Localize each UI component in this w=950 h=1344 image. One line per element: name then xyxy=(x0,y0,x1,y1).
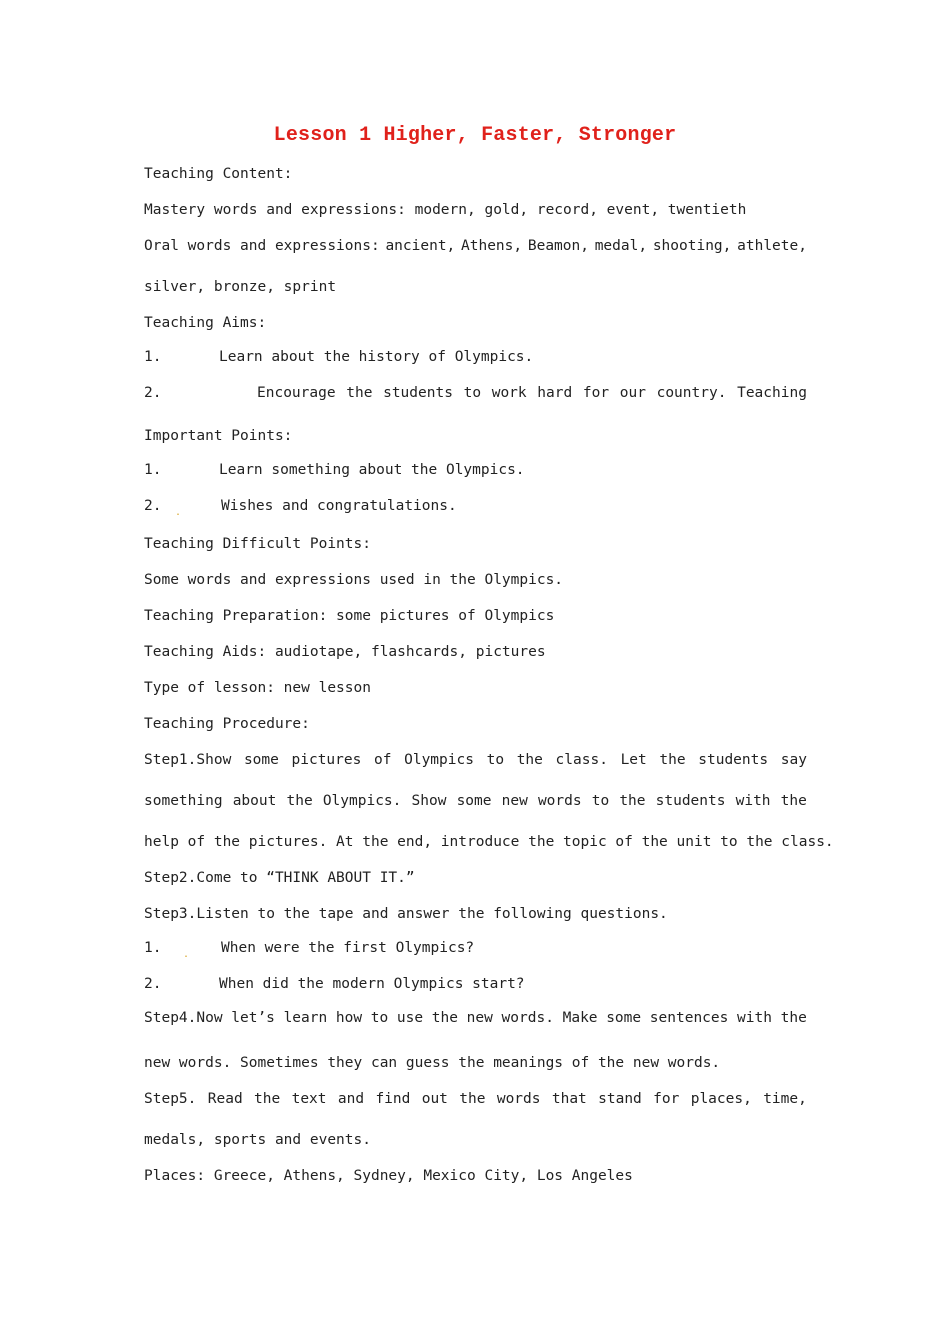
point-number: 1. xyxy=(144,462,162,478)
word: with xyxy=(735,793,771,809)
annotation-dot: . xyxy=(175,507,182,518)
word: the xyxy=(780,793,807,809)
word: the xyxy=(459,1091,486,1107)
word: Olympics. xyxy=(322,793,402,809)
word: the xyxy=(346,385,373,401)
word: students xyxy=(698,752,769,768)
word: Teaching xyxy=(737,385,807,401)
difficult-points-text: Some words and expressions used in the Olympics. xyxy=(144,572,564,588)
lesson-type: Type of lesson: new lesson xyxy=(144,680,371,696)
question-number: 1. xyxy=(144,940,162,956)
page-title: Lesson 1 Higher, Faster, Stronger xyxy=(273,124,677,147)
question-text: When were the first Olympics? xyxy=(221,940,475,956)
step5-line xyxy=(144,1089,807,1109)
difficult-points-heading: Teaching Difficult Points: xyxy=(144,536,371,552)
word: the xyxy=(254,1091,281,1107)
word: stand xyxy=(598,1091,642,1107)
word: places, xyxy=(690,1091,752,1107)
word: Step1.Show xyxy=(144,752,232,768)
word: the xyxy=(431,1010,458,1026)
word: some xyxy=(606,1010,642,1026)
aim-number: 1. xyxy=(144,349,162,365)
word: find xyxy=(375,1091,411,1107)
word: words xyxy=(537,793,582,809)
word: the xyxy=(286,793,313,809)
word: something xyxy=(144,793,223,809)
aim-text xyxy=(257,385,807,401)
word: Show xyxy=(411,793,447,809)
word: the xyxy=(659,752,686,768)
word: text xyxy=(291,1091,327,1107)
aim-text: Learn about the history of Olympics. xyxy=(219,349,534,365)
word: about xyxy=(232,793,277,809)
word: to xyxy=(486,752,505,768)
teaching-preparation: Teaching Preparation: some pictures of Olympics xyxy=(144,608,555,624)
word: for xyxy=(653,1091,680,1107)
point-number: 2. xyxy=(144,498,162,514)
word: shooting, xyxy=(652,238,732,254)
word: to xyxy=(591,793,610,809)
oral-words-line xyxy=(144,236,807,256)
places-line: Places: Greece, Athens, Sydney, Mexico City, Los Angeles xyxy=(144,1168,633,1184)
word: and xyxy=(337,1091,365,1107)
procedure-heading: Teaching Procedure: xyxy=(144,716,310,732)
word: medal, xyxy=(594,238,648,254)
word: our xyxy=(619,385,646,401)
word: Olympics xyxy=(404,752,474,768)
point-text: Learn something about the Olympics. xyxy=(219,462,525,478)
word: the xyxy=(516,752,543,768)
word: Step4.Now xyxy=(144,1010,223,1026)
word: class. xyxy=(555,752,608,768)
word: the xyxy=(619,793,646,809)
important-points-heading: Important Points: xyxy=(144,428,293,444)
word: hard xyxy=(537,385,573,401)
word: to xyxy=(463,385,482,401)
step1-line xyxy=(144,750,807,770)
word: country. xyxy=(656,385,727,401)
question-number: 2. xyxy=(144,976,162,992)
word: work xyxy=(491,385,527,401)
word: new xyxy=(466,1010,493,1026)
oral-words-label: Oral words and expressions: xyxy=(144,238,380,254)
word: Make xyxy=(562,1010,598,1026)
word: sentences xyxy=(649,1010,729,1026)
step1-line: help of the pictures. At the end, introduce the topic of the unit to the class. xyxy=(144,834,834,850)
word: athlete, xyxy=(737,238,807,254)
word: ancient, xyxy=(385,238,456,254)
oral-words-continued: silver, bronze, sprint xyxy=(144,279,337,295)
question-text: When did the modern Olympics start? xyxy=(219,976,525,992)
step1-line xyxy=(144,791,807,811)
step5-line: medals, sports and events. xyxy=(144,1132,371,1148)
step2: Step2.Come to “THINK ABOUT IT.” xyxy=(144,870,415,886)
word: say xyxy=(780,752,807,768)
word: the xyxy=(780,1010,807,1026)
word: learn xyxy=(283,1010,328,1026)
teaching-aims-heading: Teaching Aims: xyxy=(144,315,267,331)
word: words xyxy=(496,1091,541,1107)
word: Beamon, xyxy=(527,238,589,254)
word: some xyxy=(243,752,279,768)
point-text: Wishes and congratulations. xyxy=(221,498,457,514)
word: Step5. xyxy=(144,1091,197,1107)
teaching-aids: Teaching Aids: audiotape, flashcards, pictures xyxy=(144,644,546,660)
word: words. xyxy=(501,1010,554,1026)
word: of xyxy=(374,752,392,768)
word: some xyxy=(456,793,492,809)
annotation-dot: . xyxy=(183,949,190,960)
word: new xyxy=(501,793,528,809)
word: that xyxy=(551,1091,587,1107)
step4-line: new words. Sometimes they can guess the meanings of the new words. xyxy=(144,1055,721,1071)
word: out xyxy=(421,1091,448,1107)
word: students xyxy=(383,385,453,401)
step4-line xyxy=(144,1008,807,1028)
word: how xyxy=(335,1010,363,1026)
word: Encourage xyxy=(257,385,336,401)
word: use xyxy=(396,1010,424,1026)
word: let’s xyxy=(231,1010,275,1026)
word: Let xyxy=(620,752,647,768)
word: students xyxy=(655,793,726,809)
word: to xyxy=(370,1010,389,1026)
step3: Step3.Listen to the tape and answer the following questions. xyxy=(144,906,668,922)
word: pictures xyxy=(291,752,362,768)
teaching-content-heading: Teaching Content: xyxy=(144,166,293,182)
word: Athens, xyxy=(461,238,523,254)
word: for xyxy=(582,385,610,401)
mastery-words: Mastery words and expressions: modern, gold, record, event, twentieth xyxy=(144,202,747,218)
word: with xyxy=(737,1010,772,1026)
word: Read xyxy=(207,1091,243,1107)
word: time, xyxy=(763,1091,807,1107)
aim-number: 2. xyxy=(144,385,162,401)
